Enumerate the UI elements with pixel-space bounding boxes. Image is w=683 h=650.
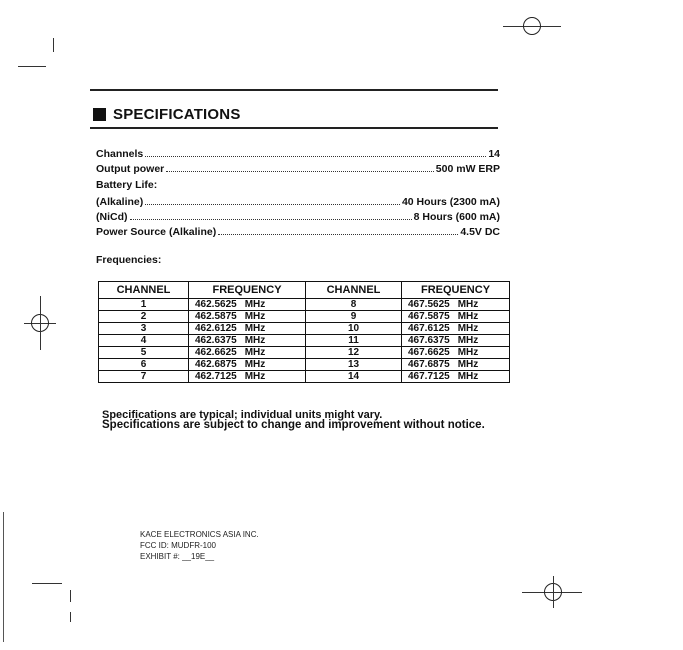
unit-label: MHz <box>457 359 479 370</box>
spec-value: 4.5V DC <box>460 226 500 238</box>
crop-mark <box>70 612 71 622</box>
spec-value: 500 mW ERP <box>435 163 500 175</box>
spec-line-alkaline <box>96 196 500 209</box>
frequency-cell <box>189 347 306 359</box>
frequency-value: 467.6125 <box>408 323 450 334</box>
frequency-cell <box>402 335 510 347</box>
heading-text: SPECIFICATIONS <box>113 106 241 123</box>
frequency-cell <box>189 323 306 335</box>
channel-cell: 4 <box>99 335 189 347</box>
table-header-row <box>99 282 510 299</box>
table-row <box>99 359 510 371</box>
frequency-value: 462.6375 <box>195 335 237 346</box>
column-header: FREQUENCY <box>189 282 306 299</box>
frequency-value: 462.5625 <box>195 299 237 310</box>
unit-label: MHz <box>457 323 479 334</box>
frequency-table <box>98 281 510 383</box>
channel-cell: 13 <box>306 359 402 371</box>
heading-rule <box>90 127 498 129</box>
channel-cell: 6 <box>99 359 189 371</box>
spec-value: 40 Hours (2300 mA) <box>401 196 500 208</box>
channel-cell: 1 <box>99 299 189 311</box>
unit-label: MHz <box>244 347 266 358</box>
spec-label: (NiCd) <box>96 211 128 223</box>
note-typical: Specifications are typical; individual units might vary. <box>102 409 383 421</box>
frequency-value: 462.6125 <box>195 323 237 334</box>
frequency-value: 467.6375 <box>408 335 450 346</box>
unit-label: MHz <box>457 347 479 358</box>
table-row <box>99 299 510 311</box>
leader-dots <box>166 171 434 172</box>
unit-label: MHz <box>244 335 266 346</box>
leader-dots <box>145 156 486 157</box>
spec-value: 14 <box>488 148 500 160</box>
registration-mark-icon <box>523 17 541 35</box>
table-row <box>99 323 510 335</box>
exhibit-number: EXHIBIT #: __19E__ <box>140 552 215 561</box>
channel-cell: 9 <box>306 311 402 323</box>
frequency-cell <box>402 323 510 335</box>
frequency-cell <box>189 371 306 383</box>
frequency-value: 467.5875 <box>408 311 450 322</box>
note-subject-to-change: Specifications are subject to change and improvement without notice. <box>102 419 485 431</box>
frequency-cell <box>402 347 510 359</box>
spec-line-power-source <box>96 226 500 239</box>
spec-line-channels <box>96 148 500 161</box>
frequency-value: 462.5875 <box>195 311 237 322</box>
unit-label: MHz <box>244 311 266 322</box>
frequency-value: 462.6625 <box>195 347 237 358</box>
spec-label: Output power <box>96 163 165 175</box>
channel-cell: 14 <box>306 371 402 383</box>
crop-mark <box>3 512 4 642</box>
unit-label: MHz <box>457 311 479 322</box>
company-name: KACE ELECTRONICS ASIA INC. <box>140 530 259 539</box>
spec-label: (Alkaline) <box>96 196 144 208</box>
channel-cell: 10 <box>306 323 402 335</box>
channel-cell: 12 <box>306 347 402 359</box>
spec-label: Power Source (Alkaline) <box>96 226 217 238</box>
channel-cell: 5 <box>99 347 189 359</box>
square-bullet-icon <box>93 108 106 121</box>
table-row <box>99 371 510 383</box>
leader-dots <box>145 204 400 205</box>
channel-cell: 11 <box>306 335 402 347</box>
frequency-cell <box>402 359 510 371</box>
channel-cell: 7 <box>99 371 189 383</box>
fcc-id: FCC ID: MUDFR-100 <box>140 541 217 550</box>
spec-value: 8 Hours (600 mA) <box>413 211 500 223</box>
frequency-value: 467.6875 <box>408 359 450 370</box>
crop-mark <box>32 583 62 584</box>
leader-dots <box>130 219 412 220</box>
frequency-value: 462.7125 <box>195 371 237 382</box>
unit-label: MHz <box>457 299 479 310</box>
leader-dots <box>218 234 458 235</box>
spec-line-output-power <box>96 163 500 176</box>
unit-label: MHz <box>457 371 479 382</box>
fcc-exhibit-block <box>140 529 259 562</box>
section-heading <box>93 106 241 123</box>
unit-label: MHz <box>244 299 266 310</box>
frequency-cell <box>189 335 306 347</box>
frequency-cell <box>402 371 510 383</box>
spec-label-battery: Battery Life: <box>96 179 158 191</box>
column-header: CHANNEL <box>306 282 402 299</box>
channel-cell: 3 <box>99 323 189 335</box>
frequency-cell <box>189 299 306 311</box>
crop-mark <box>40 296 41 350</box>
frequency-value: 467.5625 <box>408 299 450 310</box>
column-header: CHANNEL <box>99 282 189 299</box>
frequency-value: 467.7125 <box>408 371 450 382</box>
frequency-cell <box>402 299 510 311</box>
spec-line-nicd <box>96 211 500 224</box>
crop-mark <box>53 38 54 52</box>
channel-cell: 2 <box>99 311 189 323</box>
table-row <box>99 335 510 347</box>
unit-label: MHz <box>244 323 266 334</box>
crop-mark <box>18 66 46 67</box>
frequency-cell <box>189 359 306 371</box>
frequency-cell <box>189 311 306 323</box>
table-row <box>99 311 510 323</box>
frequency-value: 467.6625 <box>408 347 450 358</box>
column-header: FREQUENCY <box>402 282 510 299</box>
frequencies-label: Frequencies: <box>96 254 162 266</box>
frequency-value: 462.6875 <box>195 359 237 370</box>
channel-cell: 8 <box>306 299 402 311</box>
crop-mark <box>70 590 71 602</box>
unit-label: MHz <box>457 335 479 346</box>
crop-mark <box>553 576 554 608</box>
top-rule <box>90 89 498 91</box>
frequency-cell <box>402 311 510 323</box>
unit-label: MHz <box>244 371 266 382</box>
unit-label: MHz <box>244 359 266 370</box>
spec-label: Channels <box>96 148 144 160</box>
table-row <box>99 347 510 359</box>
